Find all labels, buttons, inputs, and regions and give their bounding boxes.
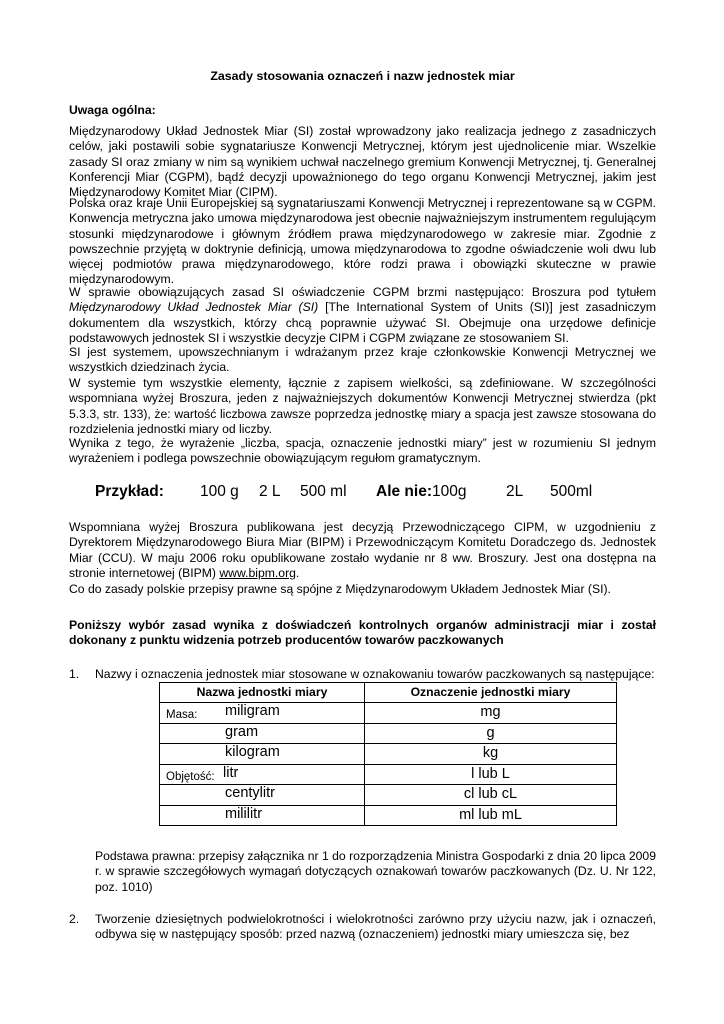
paragraph-si-intro: Międzynarodowy Układ Jednostek Miar (SI) został wprowadzony jako realizacja jednego z zasadniczych celów, jaki postawili sobie sygnatariusze Konwencji Metrycznej, którym jest ujednolicenie miar. Wszelkie zasady SI oraz zmiany w nim są wynikiem uchwał naczelnego gremium Konwencji Metrycznej, tj. Generalnej Konferencji Miar (CGPM), bądź decyzji upoważnionego do tego organu Konwencji Metrycznej, jakim jest Międzynarodowy Komitet Miar (CIPM). [69, 124, 656, 200]
paragraph-expression: Wynika z tego, że wyrażenie „liczba, spacja, oznaczenie jednostki miary” jest w rozumieniu SI jednym wyrażeniem i podlega powszechnie obowiązującym regułom gramatycznym. [69, 436, 656, 466]
list-item-1-text: Nazwy i oznaczenia jednostek miar stosowane w oznakowaniu towarów paczkowanych są następujące: [95, 667, 655, 681]
table-row [160, 723, 617, 744]
paragraph-si-system: SI jest systemem, upowszechnianym i wdrażanym przez kraje członkowskie Konwencji Metrycznej we wszystkich dziedzinach życia. [69, 345, 656, 375]
column-header-name: Nazwa jednostki miary [160, 683, 365, 703]
paragraph-cgpm-statement [69, 285, 656, 346]
brochure-title-italic: Międzynarodowy Układ Jednostek Miar (SI) [69, 300, 319, 315]
unit-symbol: mg [365, 703, 617, 724]
list-number-2: 2. [69, 912, 80, 926]
table-row [160, 764, 617, 785]
example-correct-2: 2 L [259, 483, 281, 500]
unit-name: litr [223, 764, 239, 781]
brochure-text-end: . [295, 565, 300, 580]
group-label-volume: Objętość: [166, 770, 215, 783]
unit-symbol: kg [365, 744, 617, 765]
document-title: Zasady stosowania oznaczeń i nazw jednostek miar [210, 69, 515, 83]
unit-name: kilogram [225, 744, 280, 760]
legal-basis: Podstawa prawna: przepisy załącznika nr 1 do rozporządzenia Ministra Gospodarki z dnia 20 lipca 2009 r. w sprawie szczegółowych wymagań dotyczących oznakowań towarów paczkowanych (Dz. U. Nr 122, poz. 1010) [95, 849, 656, 894]
units-table-header [160, 683, 617, 703]
example-wrong-3: 500ml [550, 483, 593, 500]
cgpm-text-b: [The International System of Units (SI)] jest zasadniczym dokumentem dla wszystkich, którzy chcą poprawnie używać SI. Obejmuje ona urzędowe definicje podstawowych jednostek SI i wszystkie decyzje CIPM i CGPM związane ze stosowaniem SI. [69, 300, 657, 345]
selection-heading: Poniższy wybór zasad wynika z doświadczeń kontrolnych organów administracji miar i został dokonany z punktu widzenia potrzeb producentów towarów paczkowanych [69, 618, 656, 648]
list-item-2-text: Tworzenie dziesiętnych podwielokrotności i wielokrotności zarówno przy użyciu nazw, jak i oznaczeń, odbywa się w następujący sposób: przed nazwą (oznaczeniem) jednostki miary umieszcza się, bez [95, 912, 656, 942]
example-wrong-2: 2L [506, 483, 524, 500]
general-remark-heading: Uwaga ogólna: [69, 103, 156, 117]
table-row [160, 703, 617, 724]
paragraph-spacing-rule: W systemie tym wszystkie elementy, łącznie z zapisem wielkości, są zdefiniowane. W szczególności wspomniana wyżej Broszura, jeden z najważniejszych dokumentów Konwencji Metrycznej stwierdza (pkt 5.3.3, str. 133), że: wartość liczbowa zawsze poprzedza jednostkę miary a spacja jest zawsze stosowana do rozdzielenia jednostki miary od liczby. [69, 376, 656, 436]
unit-symbol: g [365, 723, 617, 744]
unit-name: gram [225, 723, 259, 740]
example-correct-3: 500 ml [300, 483, 347, 500]
unit-name: miligram [225, 703, 280, 719]
table-row [160, 744, 617, 765]
example-correct-1: 100 g [200, 483, 239, 500]
example-label: Przykład: [95, 483, 164, 500]
example-wrong-1: 100g [432, 483, 467, 500]
unit-symbol: l lub L [365, 764, 617, 785]
table-row [160, 805, 617, 826]
paragraph-polish-law: Co do zasady polskie przepisy prawne są spójne z Międzynarodowym Układem Jednostek Miar (SI). [69, 582, 611, 596]
unit-name: mililitr [225, 805, 263, 822]
example-not-label: Ale nie: [376, 483, 432, 500]
brochure-text: Wspomniana wyżej Broszura publikowana jest decyzją Przewodniczącego CIPM, w uzgodnieniu z Dyrektorem Międzynarodowego Biura Miar (BIPM) i Przewodniczącym Komitetu Doradczego ds. Jednostek Miar (CCU). W maju 2006 roku opublikowane zostało wydanie nr 8 ww. Broszury. Jest ona dostępna na stronie internetowej (BIPM) [69, 520, 656, 580]
table-row [160, 785, 617, 806]
unit-symbol: ml lub mL [365, 805, 617, 826]
paragraph-brochure [69, 520, 656, 581]
column-header-symbol: Oznaczenie jednostki miary [365, 683, 617, 703]
example-row [95, 484, 655, 506]
cgpm-text-a: W sprawie obowiązujących zasad SI oświadczenie CGPM brzmi następująco: Broszura pod tytułem [69, 285, 656, 299]
unit-name: centylitr [225, 785, 275, 801]
units-table [159, 682, 617, 826]
list-number-1: 1. [69, 667, 80, 681]
unit-symbol: cl lub cL [365, 785, 617, 806]
group-label-mass: Masa: [166, 709, 198, 721]
bipm-link[interactable]: www.bipm.org [219, 565, 296, 580]
paragraph-poland-eu: Polska oraz kraje Unii Europejskiej są sygnatariuszami Konwencji Metrycznej i reprezentowane są w CGPM. Konwencja metryczna jako umowa międzynarodowa jest obecnie najważniejszym instrumentem regulującym stosunki międzynarodowe i głównym źródłem prawa międzynarodowego w zakresie miar. Zgodnie z powszechnie przyjętą w doktrynie definicją, umowa międzynarodowa to zgodne oświadczenie woli dwu lub więcej podmiotów prawa międzynarodowego, które rodzi prawa i obowiązki skuteczne w prawie międzynarodowym. [69, 196, 656, 287]
